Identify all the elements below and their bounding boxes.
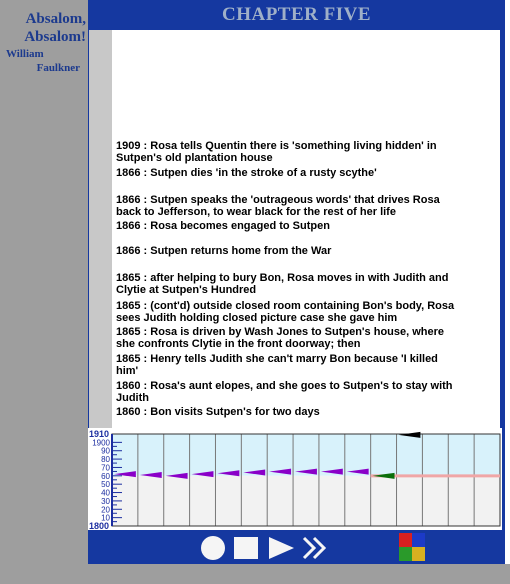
event-item: 1866 : Sutpen returns home from the War: [116, 245, 332, 257]
timeline[interactable]: [88, 428, 502, 530]
event-item: 1865 : Henry tells Judith she can't marry Bon because 'I killed him': [116, 353, 438, 377]
event-item: 1866 : Sutpen dies 'in the stroke of a rusty scythe': [116, 167, 377, 179]
timeline-tick-label: 70: [101, 463, 110, 473]
timeline-tick-label: 90: [101, 446, 110, 456]
footer-bar: [0, 564, 510, 584]
timeline-tick-label: 50: [101, 480, 110, 490]
timeline-tick-label: 40: [101, 488, 110, 498]
timeline-graph[interactable]: [88, 428, 502, 530]
event-item: 1866 : Rosa becomes engaged to Sutpen: [116, 220, 330, 232]
event-item: 1860 : Bon visits Sutpen's for two days: [116, 406, 320, 418]
book-title-line1: Absalom,: [25, 11, 86, 27]
timeline-tick-label: 20: [101, 505, 110, 515]
sidebar: [0, 0, 88, 584]
timeline-tick-label: 30: [101, 496, 110, 506]
event-item: 1865 : after helping to bury Bon, Rosa moves in with Judith and Clytie at Sutpen's Hundred: [116, 272, 449, 296]
event-item: 1865 : Rosa is driven by Wash Jones to Sutpen's house, where she confronts Clytie in the front doorway; then: [116, 326, 445, 350]
timeline-tick-label: 1900: [92, 438, 110, 448]
event-item: 1909 : Rosa tells Quentin there is 'something living hidden' in Sutpen's old plantation house: [116, 140, 437, 164]
event-item: 1865 : (cont'd) outside closed room containing Bon's body, Rosa sees Judith holding closed picture case she gave him: [116, 300, 455, 324]
book-title: [2, 10, 86, 46]
timeline-top-label: 1910: [89, 429, 110, 439]
timeline-bottom-label: 1800: [89, 521, 110, 530]
author-last-name: Faulkner: [36, 62, 80, 74]
event-item: 1860 : Rosa's aunt elopes, and she goes to Sutpen's to stay with Judith: [116, 380, 453, 404]
timeline-lower-region: [112, 476, 500, 526]
timeline-tick-label: 10: [101, 513, 110, 523]
author-first-name: William: [6, 48, 44, 60]
event-list: [112, 30, 500, 428]
play-circle-icon[interactable]: [198, 534, 228, 562]
chapter-title: CHAPTER FIVE: [221, 4, 372, 25]
timeline-tick-label: 60: [101, 471, 110, 481]
fast-forward-icon[interactable]: [300, 534, 332, 562]
stop-square-icon[interactable]: [232, 534, 260, 562]
event-item: 1866 : Sutpen speaks the 'outrageous words' that drives Rosa back to Jefferson, to wear black for the rest of her life: [116, 194, 440, 218]
play-triangle-icon[interactable]: [266, 534, 296, 562]
playback-controls: [88, 530, 505, 564]
timeline-tick-label: 80: [101, 455, 110, 465]
logo-icon[interactable]: [398, 532, 426, 562]
timeline-upper-region: [112, 434, 500, 476]
book-title-line2: Absalom!: [24, 29, 86, 45]
